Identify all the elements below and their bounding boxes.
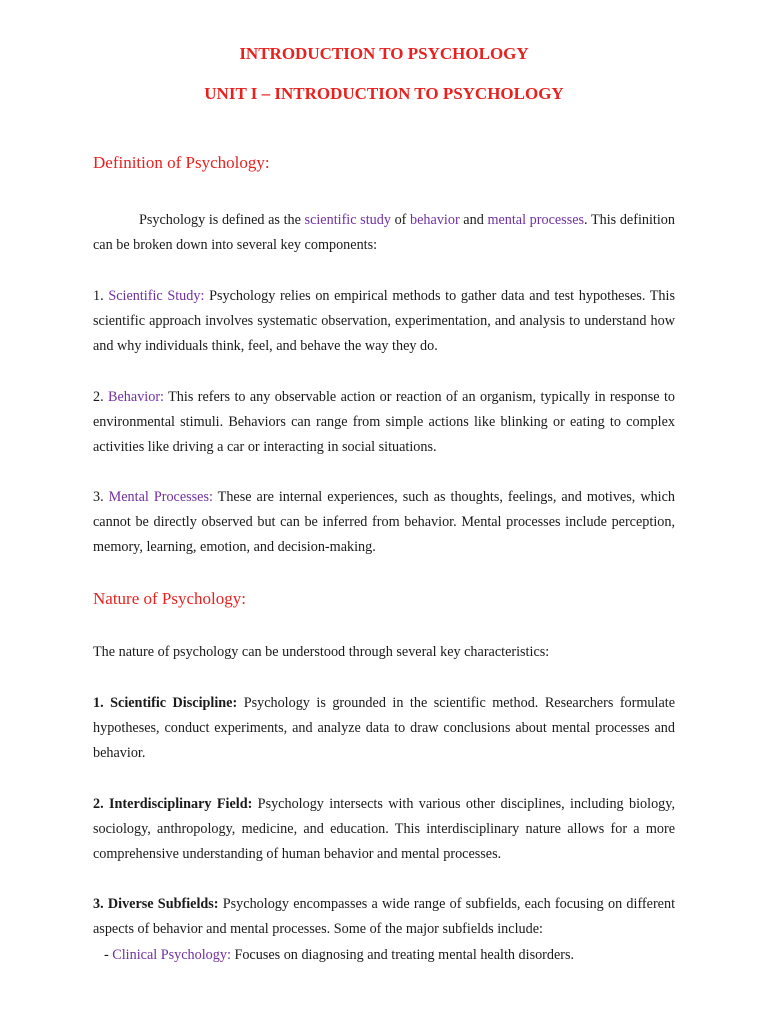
unit-title: UNIT I – INTRODUCTION TO PSYCHOLOGY	[204, 84, 564, 103]
definition-heading: Definition of Psychology:	[93, 153, 270, 172]
item-term: Mental Processes:	[108, 489, 213, 505]
term-behavior: behavior	[410, 212, 460, 228]
definition-item-3: 3. Mental Processes: These are internal experiences, such as thoughts, feelings, and motives, which cannot be directly observed but can be inferred from behavior. Mental processes include perception, memory, learning, emotion, and decision-making.	[93, 489, 675, 556]
term-mental-processes: mental processes	[487, 212, 585, 228]
item-term: 3. Diverse Subfields:	[93, 896, 219, 912]
definition-item-2: 2. Behavior: This refers to any observable action or reaction of an organism, typically in response to environmental stimuli. Behaviors can range from simple actions like blinking or eating to complex activities like driving a car or interacting in social situations.	[93, 389, 676, 456]
nature-intro: The nature of psychology can be understood through several key characteristics:	[93, 644, 550, 660]
document-title: INTRODUCTION TO PSYCHOLOGY	[239, 44, 529, 63]
subfield-item: - Clinical Psychology: Focuses on diagnosing and treating mental health disorders.	[104, 947, 575, 963]
definition-intro: Psychology is defined as the scientific study of behavior and mental processes. This definition can be broken down into several key components:	[93, 212, 675, 254]
definition-item-1: 1. Scientific Study: Psychology relies on empirical methods to gather data and test hypotheses. This scientific approach involves systematic observation, experimentation, and analysis to understand how and why individuals think, feel, and behave the way they do.	[93, 288, 675, 355]
nature-item-2: 2. Interdisciplinary Field: Psychology intersects with various other disciplines, including biology, sociology, anthropology, medicine, and education. This interdisciplinary nature allows for a more comprehensive understanding of human behavior and mental processes.	[93, 796, 675, 863]
term-scientific-study: scientific study	[304, 212, 391, 228]
nature-item-1: 1. Scientific Discipline: Psychology is grounded in the scientific method. Researchers formulate hypotheses, conduct experiments, and analyze data to draw conclusions about mental processes and behavior.	[93, 695, 675, 762]
item-term: Behavior:	[108, 389, 164, 405]
item-term: Scientific Study:	[108, 288, 205, 304]
item-term: 2. Interdisciplinary Field:	[93, 796, 253, 812]
item-term: 1. Scientific Discipline:	[93, 695, 238, 711]
nature-item-3: 3. Diverse Subfields: Psychology encompasses a wide range of subfields, each focusing on different aspects of behavior and mental processes. Some of the major subfields include:	[93, 896, 676, 938]
subfield-term: Clinical Psychology:	[112, 947, 231, 963]
nature-heading: Nature of Psychology:	[93, 589, 246, 608]
